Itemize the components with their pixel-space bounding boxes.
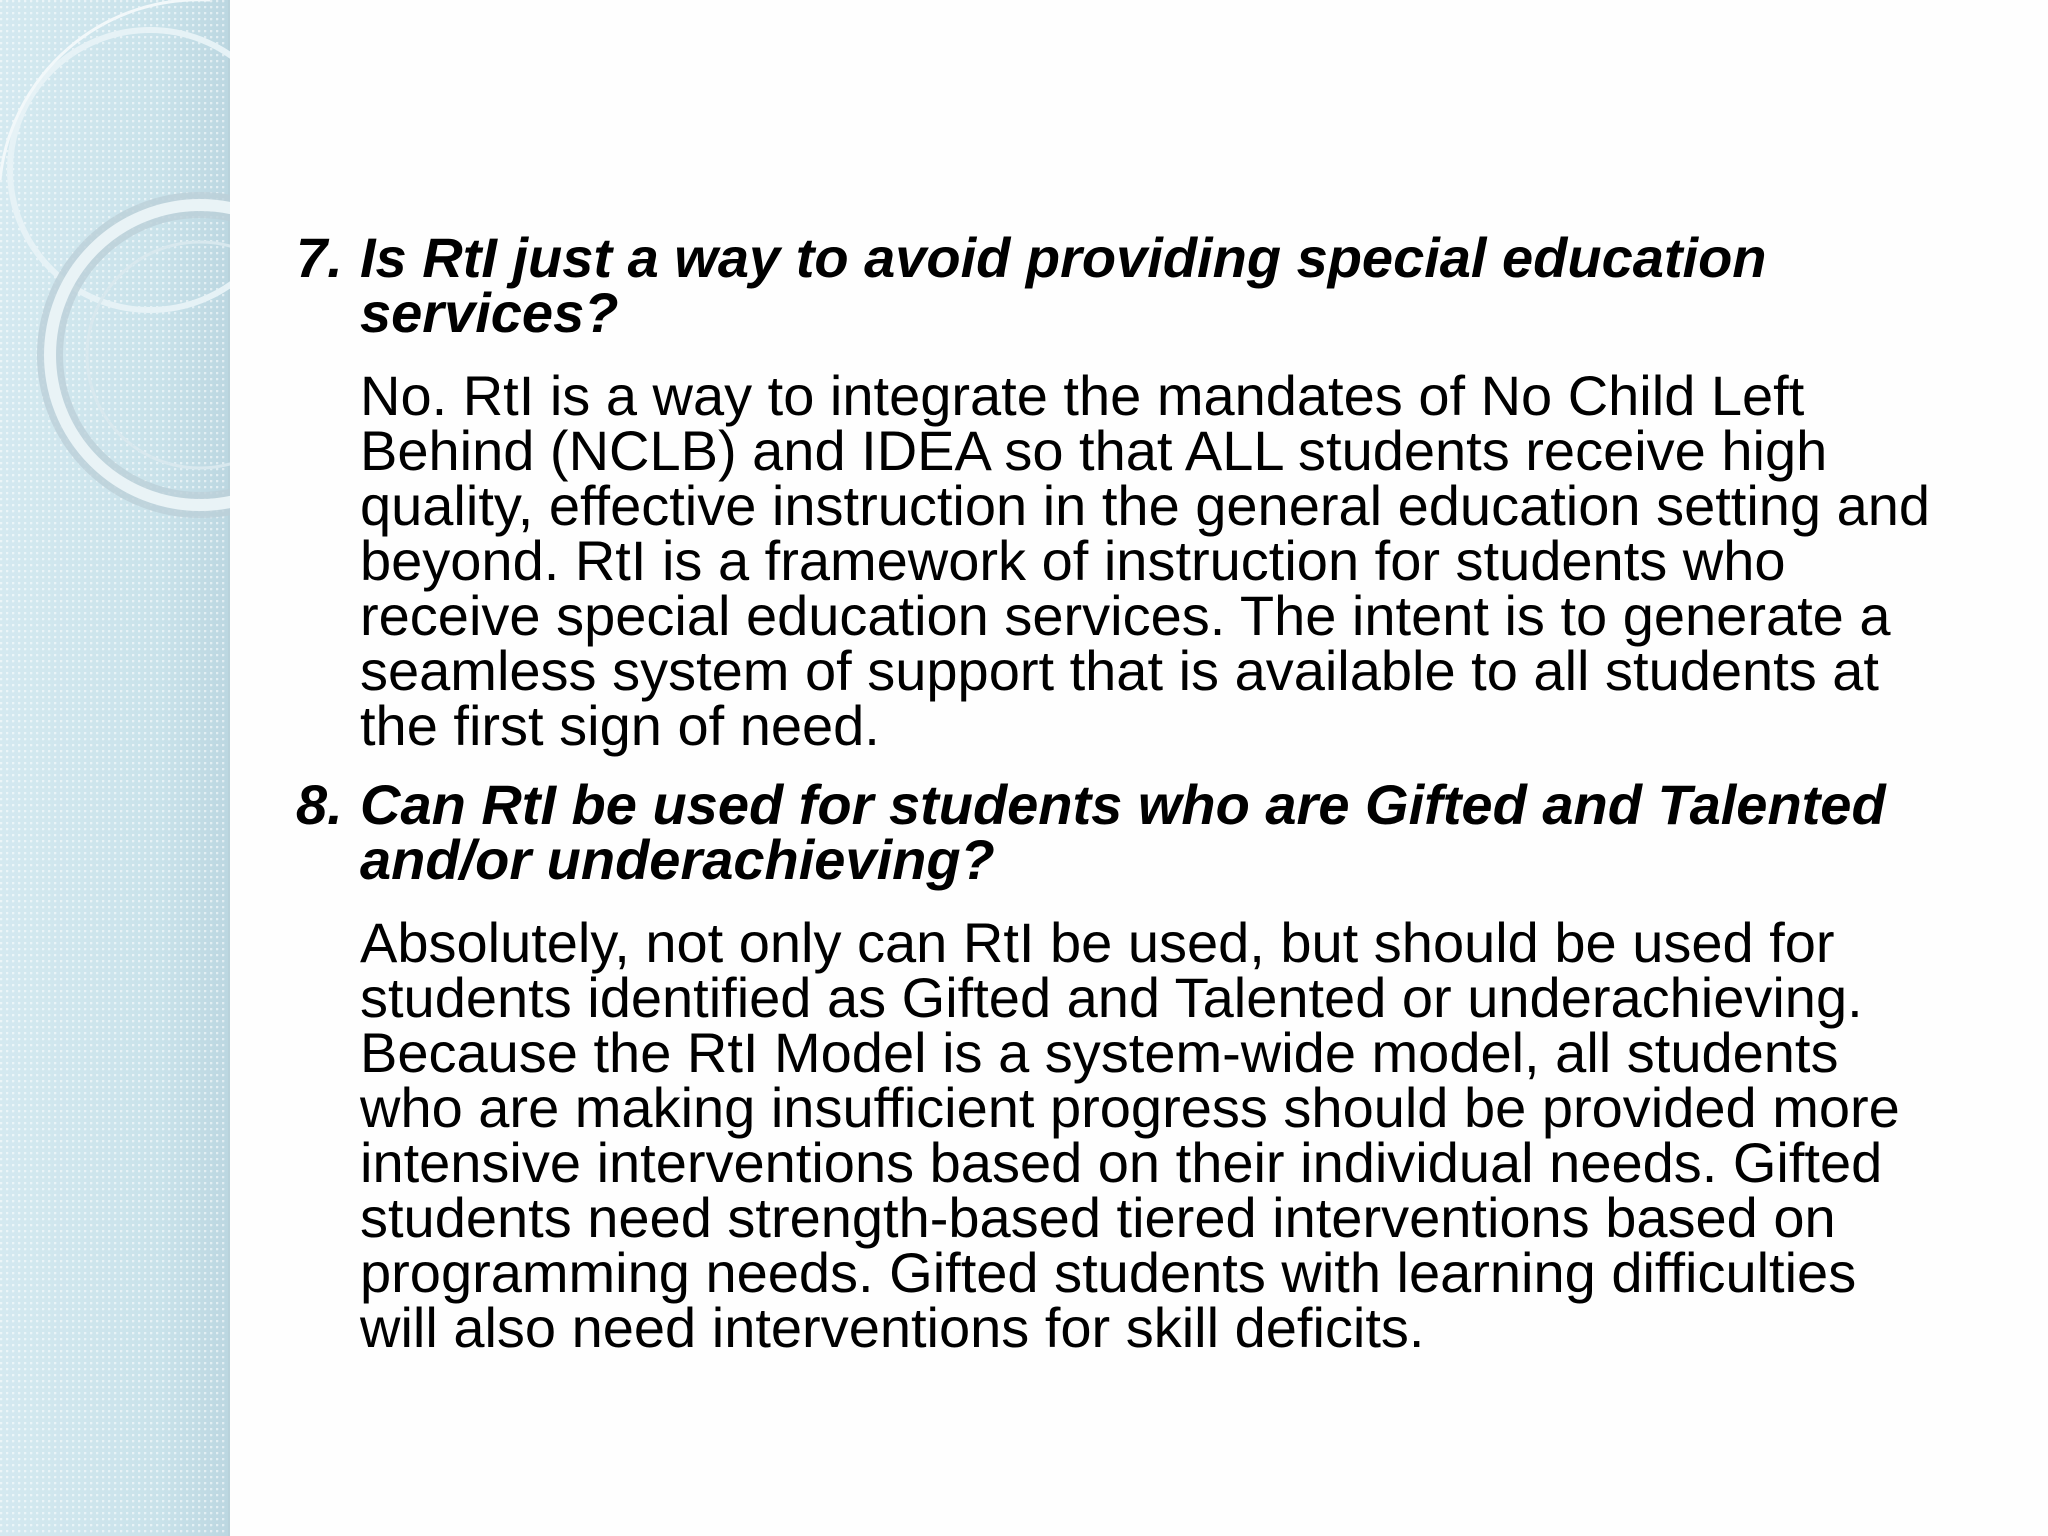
faq-answer: No. RtI is a way to integrate the mandates of No Child Left Behind (NCLB) and IDEA so that ALL students receive high quality, effective instruction in the general education setting and beyond. RtI is a framework of instruction for students who receive special education services. The intent is to generate a seamless system of support that is available to all students at the first sign of need. <box>360 364 1931 757</box>
decorative-side-panel <box>0 0 230 1536</box>
item-number: 7. <box>296 226 343 289</box>
faq-question: Can RtI be used for students who are Gifted and Talented and/or underachieving? <box>360 773 1886 891</box>
faq-item-8 <box>296 773 1936 1359</box>
faq-item-7 <box>296 226 1936 757</box>
faq-answer: Absolutely, not only can RtI be used, but should be used for students identified as Gifted and Talented or underachieving. Because the RtI Model is a system-wide model, all students who are making insufficient progress should be provided more intensive interventions based on their individual needs. Gifted students need strength-based tiered interventions based on programming needs. Gifted students with learning difficulties will also need interventions for skill deficits. <box>360 911 1900 1359</box>
decorative-rings-icon <box>0 0 230 520</box>
item-number: 8. <box>296 773 343 836</box>
faq-question: Is RtI just a way to avoid providing special education services? <box>360 226 1767 344</box>
slide-body <box>296 226 1936 1379</box>
